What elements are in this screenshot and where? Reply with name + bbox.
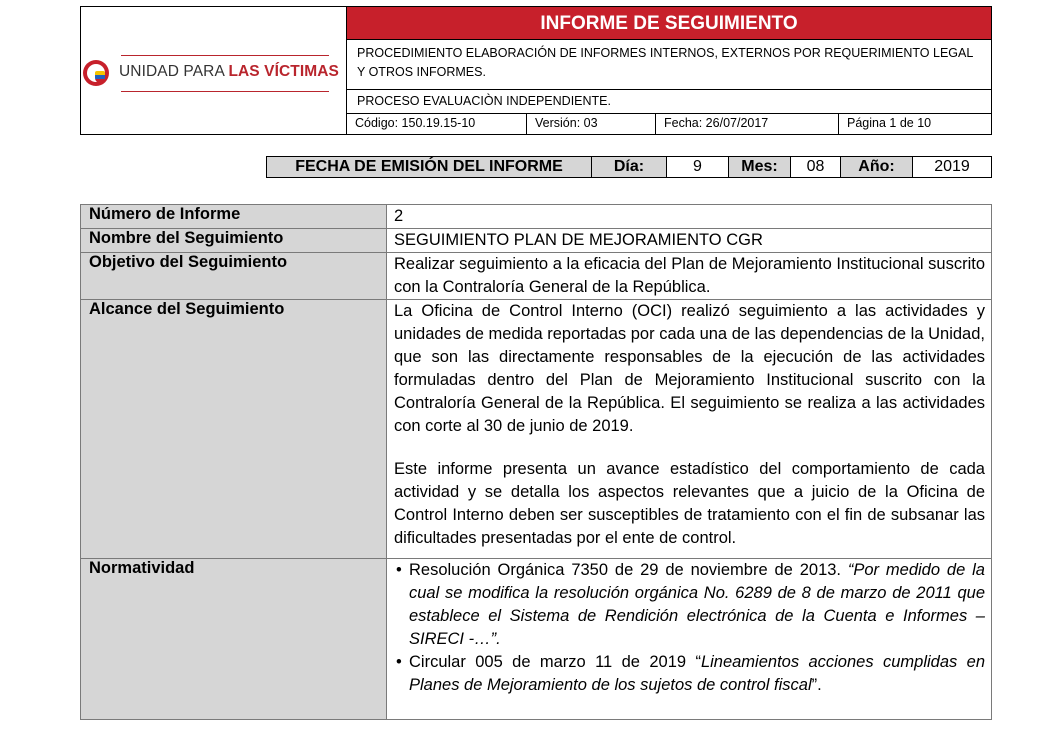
report-number-label: Número de Informe: [81, 205, 387, 229]
document-header: [80, 6, 992, 135]
scope-value: [387, 300, 992, 559]
organization-logo: UNIDAD PARA LAS VÍCTIMAS: [119, 63, 340, 80]
emission-label: FECHA DE EMISIÓN DEL INFORME: [267, 157, 592, 177]
followup-name-value: SEGUIMIENTO PLAN DE MEJORAMIENTO CGR: [387, 229, 992, 253]
process-name: PROCESO EVALUACIÒN INDEPENDIENTE.: [347, 90, 991, 114]
document-date: Fecha: 26/07/2017: [656, 114, 839, 134]
objective-label: Objetivo del Seguimiento: [81, 253, 387, 300]
objective-value: Realizar seguimiento a la eficacia del Plan de Mejoramiento Institucional suscrito con la Contraloría General de la República.: [387, 253, 992, 300]
document-code: Código: 150.19.15-10: [347, 114, 527, 134]
regulations-label: Normatividad: [81, 559, 387, 720]
emission-date-row: [266, 156, 992, 178]
year-label: Año:: [841, 157, 913, 177]
logo-cell: [81, 7, 347, 134]
month-label: Mes:: [729, 157, 791, 177]
scope-paragraph-1: La Oficina de Control Interno (OCI) realizó seguimiento a las actividades y unidades de medida reportadas por cada una de las dependencias de la Unidad, que son las directamente responsables de la ejecución de las actividades formuladas dentro del Plan de Mejoramiento Institucional suscrito con la Contraloría General de la República. El seguimiento se realiza a las actividades con corte al 30 de junio de 2019.: [394, 302, 985, 435]
document-version: Versión: 03: [527, 114, 656, 134]
month-value: 08: [791, 157, 841, 177]
report-number-value: 2: [387, 205, 992, 229]
table-row: [81, 253, 992, 300]
table-row: [81, 300, 992, 559]
day-label: Día:: [592, 157, 667, 177]
national-seal-icon: [83, 60, 109, 86]
table-row: [81, 559, 992, 720]
followup-name-label: Nombre del Seguimiento: [81, 229, 387, 253]
report-info-table: [80, 204, 992, 720]
document-meta-row: [347, 114, 991, 134]
report-title: INFORME DE SEGUIMIENTO: [347, 7, 991, 40]
logo-divider-top: [121, 55, 329, 56]
logo-divider-bottom: [121, 91, 329, 92]
day-value: 9: [667, 157, 729, 177]
scope-label: Alcance del Seguimiento: [81, 300, 387, 559]
year-value: 2019: [934, 158, 970, 175]
table-row: [81, 205, 992, 229]
list-item: • Circular 005 de marzo 11 de 2019 “Lineamientos acciones cumplidas en Planes de Mejoramiento de los sujetos de control fiscal”.: [409, 651, 985, 697]
regulations-list: [394, 559, 985, 697]
procedure-name: PROCEDIMIENTO ELABORACIÓN DE INFORMES INTERNOS, EXTERNOS POR REQUERIMIENTO LEGAL Y OTROS INFORMES.: [347, 40, 991, 90]
scope-paragraph-2: Este informe presenta un avance estadístico del comportamiento de cada actividad y se detalla los aspectos relevantes que a juicio de la Oficina de Control Interno deben ser susceptibles de tratamiento con el fin de subsanar las dificultades presentadas por el ente de control.: [394, 460, 985, 547]
regulations-value: [387, 559, 992, 720]
list-item: • Resolución Orgánica 7350 de 29 de noviembre de 2013. “Por medido de la cual se modifica la resolución orgánica No. 6289 de 8 de marzo de 2011 que establece el Sistema de Rendición electrónica de la Cuenta e Informes – SIRECI -…”.: [409, 559, 985, 651]
page-number: Página 1 de 10: [847, 116, 932, 130]
table-row: [81, 229, 992, 253]
